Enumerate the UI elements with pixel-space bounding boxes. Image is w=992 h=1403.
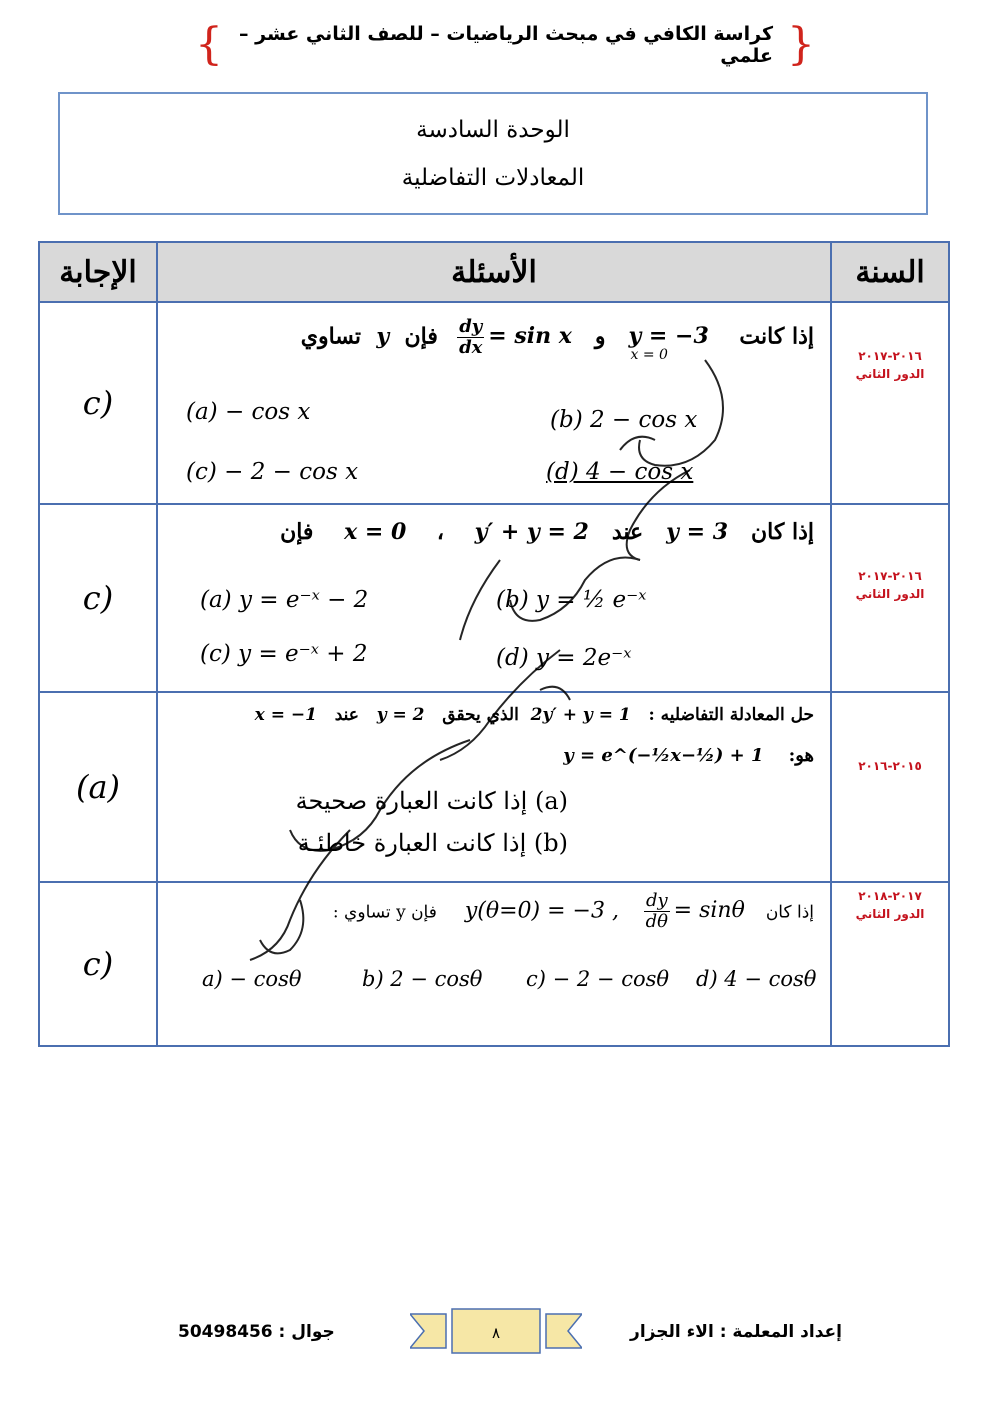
option-a: (a) y = e⁻ˣ − 2 — [200, 587, 369, 613]
year-cell — [831, 882, 949, 1046]
unit-name: المعادلات التفاضلية — [401, 164, 585, 191]
table-row — [39, 692, 949, 882]
questions-table — [38, 241, 950, 1047]
table-row — [39, 302, 949, 504]
answer-cell: c) — [39, 302, 157, 504]
header-answer: الإجابة — [39, 242, 157, 302]
question-cell — [157, 302, 831, 504]
fraction: $\frac{dy}{dx}$ — [459, 316, 483, 358]
option-a: (a) − cos x — [186, 399, 311, 425]
year-cell — [831, 692, 949, 882]
answer-cell: c) — [39, 882, 157, 1046]
option-d: (d) 4 − cos x — [546, 459, 694, 485]
question-cell — [157, 504, 831, 692]
option-a: a) − cosθ — [202, 967, 302, 991]
page-number: ٨ — [491, 1324, 501, 1342]
question-stem: حل المعادلة التفاضليه : 2y′ + y = 1 الذي يحقق y = 2 عند x = −1 — [254, 705, 814, 725]
left-brace: { — [195, 19, 223, 70]
question-cell — [157, 882, 831, 1046]
header-year: السنة — [831, 242, 949, 302]
year-cell — [831, 504, 949, 692]
option-b: (b) 2 − cos x — [550, 407, 698, 433]
option-d: d) 4 − cosθ — [696, 967, 817, 991]
fraction: $\frac{dy}{d\theta}$ — [645, 890, 668, 932]
year-label: ٢٠١٧-٢٠١٨ — [858, 889, 922, 903]
session-label: الدور الثاني — [855, 587, 925, 601]
footer-author: إعداد المعلمة : الاء الجزار — [630, 1322, 842, 1342]
question-stem: إذا كان y = 3 عند x = 0 ، y′ + y = 2 فإن — [280, 519, 814, 545]
header-questions: الأسئلة — [157, 242, 831, 302]
question-stem: إذا كانت y = −3 x = 0 و $\frac{dy}{dx}$ = sin x فإن y تساوي — [300, 316, 814, 364]
year-label: ٢٠١٦-٢٠١٧ — [858, 569, 922, 583]
session-label: الدور الثاني — [855, 907, 925, 921]
footer-phone: جوال : 50498456 — [178, 1322, 335, 1342]
option-c: c) − 2 − cosθ — [526, 967, 670, 991]
option-false: (b) إذا كانت العبارة خاطئـة — [297, 829, 568, 857]
option-c: (c) y = e⁻ˣ + 2 — [200, 641, 368, 667]
question-stem: إذا كان y(θ=0) = −3 , $\frac{dy}{d\theta}$ = sinθ فإن y تساوي : — [332, 890, 814, 932]
year-label: ٢٠١٦-٢٠١٧ — [858, 349, 922, 363]
question-cell — [157, 692, 831, 882]
year-label: ٢٠١٥-٢٠١٦ — [858, 759, 922, 773]
option-b: b) 2 − cosθ — [362, 967, 483, 991]
right-brace: } — [787, 19, 815, 70]
question-stem-line2: هو: y = e^(−½x−½) + 1 — [563, 745, 814, 766]
option-d: (d) y = 2e⁻ˣ — [496, 645, 632, 671]
option-true: (a) إذا كانت العبارة صحيحة — [295, 787, 568, 815]
table-header-row — [39, 242, 949, 302]
answer-cell: (a) — [39, 692, 157, 882]
unit-number: الوحدة السادسة — [416, 116, 570, 143]
year-cell — [831, 302, 949, 504]
unit-box — [58, 92, 928, 215]
session-label: الدور الثاني — [855, 367, 925, 381]
table-row — [39, 504, 949, 692]
option-c: (c) − 2 − cos x — [186, 459, 359, 485]
table-row — [39, 882, 949, 1046]
header-title: كراسة الكافي في مبحث الرياضيات – للصف الثاني عشر – علمي — [239, 23, 773, 67]
option-b: (b) y = ½ e⁻ˣ — [496, 587, 647, 613]
page-header — [195, 18, 815, 72]
answer-cell: c) — [39, 504, 157, 692]
